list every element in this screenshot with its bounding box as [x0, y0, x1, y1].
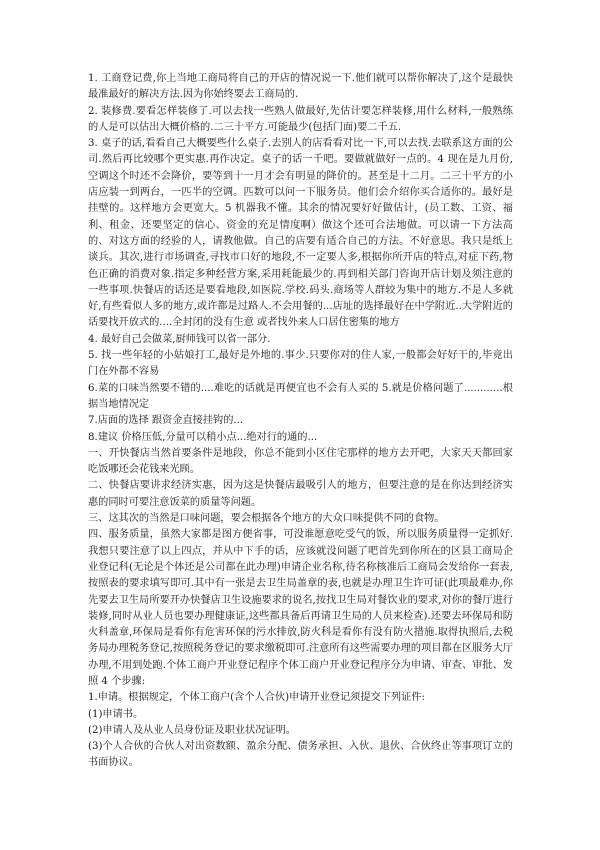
- paragraph-taste-and-price: 6.菜的口味当然要不错的....难吃的话就是再便宜也不会有人买的 5.就是价格问题了............根据当地情况定: [88, 382, 513, 410]
- paragraph-tables-aircon-location: 3. 桌子的话,看看自己大概要些什么桌子.去别人的店看看对比一下,可以去找.去联系这方面的公司.然后再比较哪个更实惠.再作决定。桌子的话一千吧。要做就做好一点的。4 现在是九月份,空调这个时还不会降价，要等到十一月才会有明显的降价的。甚至是十二月。二三十平方的小店应装一到两台，一匹半的空调。匹数可以问一下服务员。他们会介绍你买合适你的。最好是挂壁的。这样地方会更宽大。5 机器我不懂。其余的情况要好好做估计，(员工数、工资、福利、租金、还要坚定的信心、资金的充足情度啊）做这个还可合法地做。可以请一下方法高的、对这方面的经验的人，请教他做。自己的店要有适合自己的方法。不好意思。我只是纸上谈兵。其次,进行市场调查,寻找市口好的地段,不一定要人多,根据你所开店的特点,对症下药,物色正确的消费对象.指定多种经营方案,采用耗能最少的.再到相关部门咨询开店计划及须注意的一些事项.快餐店的话还是要看地段,如医院.学校.码头.商场等人群较为集中的地方.不是人多就好,有些看似人多的地方,或许都是过路人.不会用餐的...店址的选择最好在中学附近..大学附近的话要找开放式的....全封闭的没有生意 或者找外来人口居住密集的地方: [88, 138, 513, 329]
- paragraph-hire-staff: 5. 找一些年轻的小姑娘打工,最好是外地的.事少.只要你对的住人家,一般都会好好干的,毕竟出门在外都不容易: [88, 350, 513, 378]
- paragraph-cooking-yourself: 4. 最好自己会做菜,厨师钱可以省一部分.: [88, 333, 271, 345]
- paragraph-business-registration-fee: 1. 工商登记费,你上当地工商局将自己的开店的情况说一下.他们就可以帮你解决了,这个是最快最准最好的解决方法.因为你始终要去工商局的.: [88, 73, 513, 101]
- paragraph-pricing-suggestion: 8.建议 价格压低,分量可以稍小点...绝对行的通的...: [88, 431, 318, 443]
- paragraph-application-form: (1)申请书。: [88, 708, 144, 720]
- paragraph-partnership-agreement: (3)个人合伙的合伙人对出资数额、盈余分配、债务承担、入伙、退伙、合伙终止等事项订立的书面协议。: [88, 741, 513, 769]
- paragraph-point-three-taste: 三、这其次的当然是口味问题，要会根据各个地方的大众口味提供不同的食物。: [88, 513, 445, 525]
- document-page: [88, 71, 513, 772]
- paragraph-point-two-value: 二、快餐店要讲求经济实惠，因为这是快餐店最吸引人的地方，但要注意的是在你达到经济实惠的同时可要注意饭菜的质量等问题。: [88, 480, 513, 508]
- paragraph-point-four-service-licensing: 四、服务质量，虽然大家都是图方便省事，可没谁愿意吃受气的饭，所以服务质量得一定抓好.我想只要注意了以上四点，并从中下手的话，应该就没问题了吧首先到你所在的区县工商局企业登记科(无论是个体还是公司都在此办理)申请企业名称,待名称核准后工商局会发给你一套表,按照表的要求填写即可.其中有一张是去卫生局盖章的表,也就是办理卫生许可证(此项最难办,你先要去卫生局所要开办快餐店卫生设施要求的说名,按找卫生局对餐饮业的要求,对你的餐厅进行装修,同时从业人员也要办理健康证,这些都具备后再请卫生局的人员来检查).还要去环保局和防火科盖章,环保局是看你有危害环保的污水排放,防火科是看你有没有防火措施.取得执照后,去税务局办理税务登记,按照税务登记的要求缴税即可.注意所有这些需要办理的项目都在区服务大厅办理,不用到处跑.个体工商户开业登记程序个体工商户开业登记程序分为申请、审查、审批、发照 4 个步骤:: [88, 529, 513, 687]
- paragraph-point-one-location: 一、开快餐店当然首要条件是地段，你总不能到小区住宅那样的地方去开吧，大家天天都回家吃饭哪还会花钱来光顾。: [88, 447, 513, 476]
- paragraph-decoration-cost: 2. 装修费.要看怎样装修了.可以去找一些熟人做最好,先估计要怎样装修,用什么材料,一般熟练的人是可以估出大概价格的.二三十平方.可能最少(包括门面)要二千五.: [88, 105, 513, 133]
- paragraph-application-step: 1.申请。根据规定，个体工商户(含个人合伙)申请开业登记须提交下列证件:: [88, 692, 425, 704]
- paragraph-shop-choice: 7.店面的选择 跟资金直接挂钩的...: [88, 415, 244, 427]
- paragraph-id-certificates: (2)申请人及从业人员身份证及职业状况证明。: [88, 724, 296, 736]
